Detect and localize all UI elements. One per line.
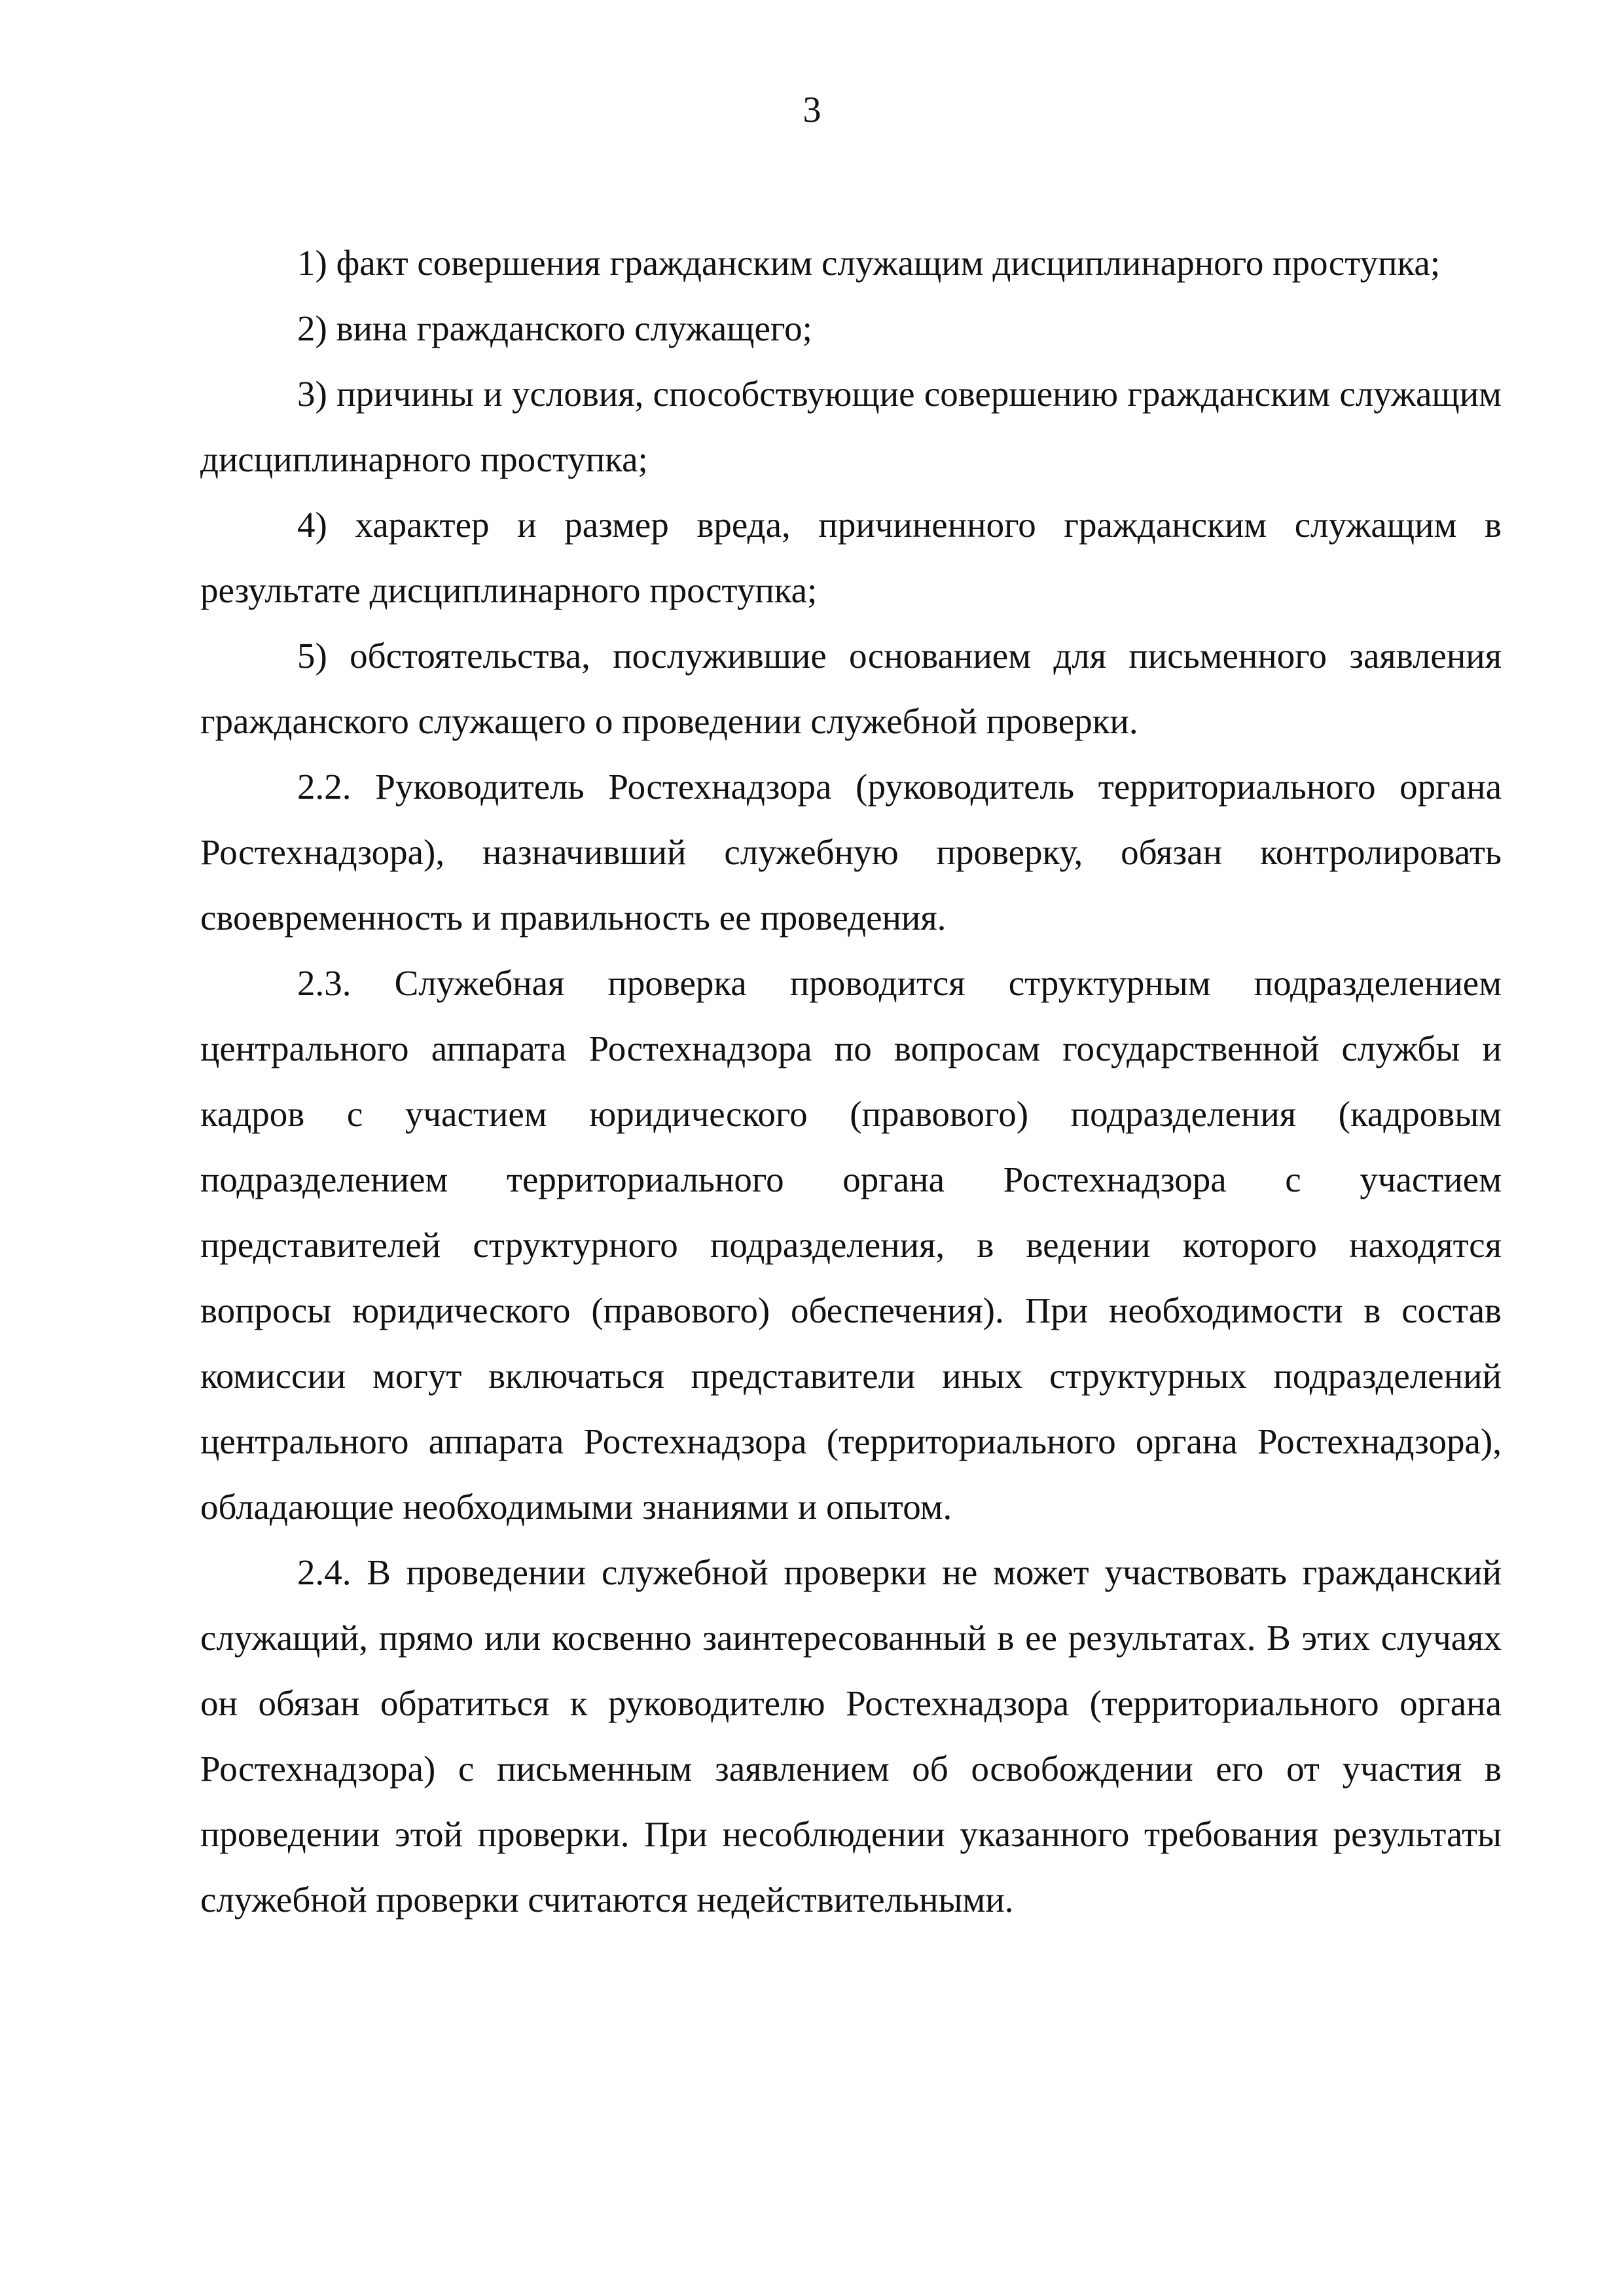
list-item-4: 4) характер и размер вреда, причиненного гражданским служащим в результате дисциплинарного проступка; — [200, 505, 1502, 610]
clause-2-2: 2.2. Руководитель Ростехнадзора (руководитель территориального органа Ростехнадзора), назначивший служебную проверку, обязан контролировать своевременность и правильность ее проведения. — [200, 767, 1502, 938]
document-body — [200, 230, 1502, 1933]
page-number: 3 — [803, 90, 821, 130]
clause-2-3: 2.3. Служебная проверка проводится структурным подразделением центрального аппарата Ростехнадзора по вопросам государственной службы и кадров с участием юридического (правового) подразделения (кадровым подразделением территориального органа Ростехнадзора с участием представителей структурного подразделения, в ведении которого находятся вопросы юридического (правового) обеспечения). При необходимости в состав комиссии могут включаться представители иных структурных подразделений центрального аппарата Ростехнадзора (территориального органа Ростехнадзора), обладающие необходимыми знаниями и опытом. — [200, 963, 1502, 1527]
list-item-5: 5) обстоятельства, послужившие основанием для письменного заявления гражданского служащего о проведении служебной проверки. — [200, 636, 1502, 741]
list-item-3: 3) причины и условия, способствующие совершению гражданским служащим дисциплинарного проступка; — [200, 374, 1502, 479]
list-item-1: 1) факт совершения гражданским служащим дисциплинарного проступка; — [297, 243, 1441, 283]
clause-2-4: 2.4. В проведении служебной проверки не может участвовать гражданский служащий, прямо или косвенно заинтересованный в ее результатах. В этих случаях он обязан обратиться к руководителю Ростехнадзора (территориального органа Ростехнадзора) с письменным заявлением об освобождении его от участия в проведении этой проверки. При несоблюдении указанного требования результаты служебной проверки считаются недействительными. — [200, 1552, 1502, 1920]
list-item-2: 2) вина гражданского служащего; — [297, 308, 812, 348]
